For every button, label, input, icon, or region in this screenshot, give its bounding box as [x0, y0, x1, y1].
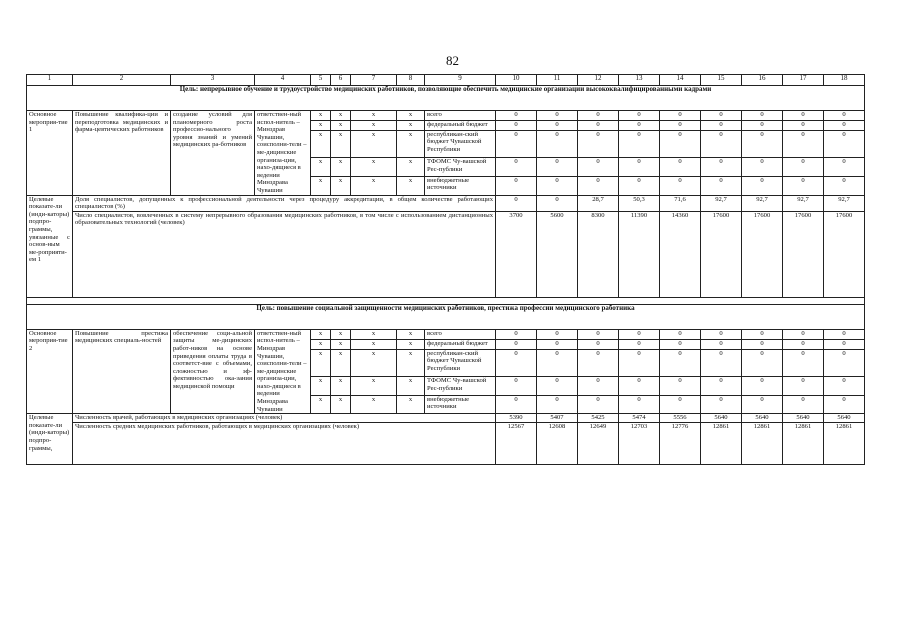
code-cell: x	[331, 176, 351, 195]
indicator-value: 12703	[619, 422, 660, 464]
funding-value: 0	[496, 158, 537, 177]
indicator-value: 5390	[496, 414, 537, 423]
column-number: 10	[496, 75, 537, 86]
code-cell: x	[331, 395, 351, 414]
funding-value: 0	[701, 339, 742, 349]
code-cell: x	[397, 176, 425, 195]
funding-value: 0	[619, 158, 660, 177]
column-number: 13	[619, 75, 660, 86]
indicator-value: 92,7	[742, 195, 783, 211]
funding-value: 0	[660, 339, 701, 349]
funding-source: внебюджетные источники	[425, 395, 496, 414]
funding-source: ТФОМС Чу-вашской Рес-публики	[425, 158, 496, 177]
funding-value: 0	[783, 339, 824, 349]
column-number: 7	[351, 75, 397, 86]
funding-value: 0	[783, 329, 824, 339]
funding-source: федеральный бюджет	[425, 120, 496, 130]
funding-value: 0	[701, 176, 742, 195]
indicator-text: Число специалистов, вовлеченных в систему непрерывного образования медицинских работников, в том числе с использованием дистанционных образовательных технологий (человек)	[73, 211, 496, 297]
indicator-value: 12649	[578, 422, 619, 464]
funding-value: 0	[783, 395, 824, 414]
funding-value: 0	[496, 130, 537, 157]
indicator-value: 12861	[701, 422, 742, 464]
funding-source: республикан-ский бюджет Чувашской Республики	[425, 349, 496, 376]
funding-value: 0	[701, 111, 742, 121]
indicators-label: Целевые показате-ли (инди-каторы) подпро-граммы,	[27, 414, 73, 465]
code-cell: x	[351, 329, 397, 339]
code-cell: x	[331, 339, 351, 349]
funding-source: федеральный бюджет	[425, 339, 496, 349]
funding-value: 0	[742, 111, 783, 121]
indicator-value: 50,3	[619, 195, 660, 211]
funding-value: 0	[701, 376, 742, 395]
code-cell: x	[351, 111, 397, 121]
funding-value: 0	[701, 395, 742, 414]
funding-value: 0	[783, 376, 824, 395]
goal-heading: Цель: повышение социальной защищенности медицинских работников, престижа профессии медицинского работника	[27, 304, 865, 329]
indicator-text: Численность средних медицинских работников, работающих в медицинских организациях (человек)	[73, 422, 496, 464]
code-cell: x	[311, 111, 331, 121]
responsible-executor: ответствен-ный испол-нитель – Минздрав Чувашии, соисполни-тели – ме-дицинские организа-ции, нахо-дящиеся в ведении Минздрава Чувашии	[255, 111, 311, 196]
code-cell: x	[351, 120, 397, 130]
event-purpose: создание условий для планомерного роста профессио-нального уровня знаний и умений медицинских ра-ботников	[171, 111, 255, 196]
indicator-text: Численность врачей, работающих в медицинских организациях (человек)	[73, 414, 496, 423]
funding-value: 0	[578, 176, 619, 195]
funding-value: 0	[660, 158, 701, 177]
funding-value: 0	[537, 339, 578, 349]
column-number: 6	[331, 75, 351, 86]
funding-value: 0	[619, 111, 660, 121]
indicator-value: 12861	[824, 422, 865, 464]
funding-source: всего	[425, 111, 496, 121]
code-cell: x	[351, 349, 397, 376]
goal-heading: Цель: непрерывное обучение и трудоустройство медицинских работников, позволяющие обеспечить медицинские организации высококвалифицированными кадрами	[27, 86, 865, 111]
funding-value: 0	[619, 176, 660, 195]
column-number: 8	[397, 75, 425, 86]
code-cell: x	[311, 176, 331, 195]
code-cell: x	[397, 329, 425, 339]
funding-value: 0	[742, 339, 783, 349]
funding-row	[27, 111, 865, 121]
funding-value: 0	[578, 376, 619, 395]
funding-value: 0	[496, 349, 537, 376]
funding-value: 0	[537, 329, 578, 339]
indicator-row	[27, 414, 865, 423]
code-cell: x	[311, 329, 331, 339]
code-cell: x	[311, 376, 331, 395]
column-number: 2	[73, 75, 171, 86]
event-label: Основное мероприя-тие 2	[27, 329, 73, 414]
code-cell: x	[397, 130, 425, 157]
indicator-value: 28,7	[578, 195, 619, 211]
indicator-value: 5640	[783, 414, 824, 423]
code-cell: x	[397, 120, 425, 130]
funding-value: 0	[742, 130, 783, 157]
code-cell: x	[351, 176, 397, 195]
indicator-value: 5474	[619, 414, 660, 423]
indicator-value: 12861	[783, 422, 824, 464]
column-number: 12	[578, 75, 619, 86]
funding-value: 0	[701, 329, 742, 339]
spacer	[27, 297, 865, 304]
funding-value: 0	[660, 120, 701, 130]
funding-source: республикан-ский бюджет Чувашской Республики	[425, 130, 496, 157]
code-cell: x	[397, 339, 425, 349]
indicator-value: 12608	[537, 422, 578, 464]
code-cell: x	[311, 395, 331, 414]
indicator-value: 14360	[660, 211, 701, 297]
funding-value: 0	[578, 130, 619, 157]
code-cell: x	[311, 130, 331, 157]
indicator-value: 11390	[619, 211, 660, 297]
column-number: 14	[660, 75, 701, 86]
column-number: 17	[783, 75, 824, 86]
event-label: Основное мероприя-тие 1	[27, 111, 73, 196]
funding-value: 0	[824, 111, 865, 121]
funding-value: 0	[578, 349, 619, 376]
funding-value: 0	[537, 111, 578, 121]
indicator-value: 5640	[701, 414, 742, 423]
code-cell: x	[331, 329, 351, 339]
indicator-value: 17600	[824, 211, 865, 297]
funding-value: 0	[578, 111, 619, 121]
funding-value: 0	[824, 329, 865, 339]
funding-source: всего	[425, 329, 496, 339]
funding-value: 0	[660, 349, 701, 376]
indicator-value: 17600	[742, 211, 783, 297]
indicator-value: 5425	[578, 414, 619, 423]
column-number: 15	[701, 75, 742, 86]
funding-value: 0	[660, 176, 701, 195]
funding-value: 0	[578, 120, 619, 130]
funding-value: 0	[783, 120, 824, 130]
goal-row	[27, 86, 865, 111]
funding-value: 0	[619, 120, 660, 130]
funding-value: 0	[537, 395, 578, 414]
indicator-value: 92,7	[701, 195, 742, 211]
funding-value: 0	[824, 395, 865, 414]
indicator-value: 5640	[824, 414, 865, 423]
indicator-value: 92,7	[824, 195, 865, 211]
funding-value: 0	[578, 339, 619, 349]
funding-value: 0	[783, 130, 824, 157]
funding-value: 0	[619, 395, 660, 414]
funding-value: 0	[578, 329, 619, 339]
column-number: 18	[824, 75, 865, 86]
funding-value: 0	[537, 120, 578, 130]
code-cell: x	[351, 130, 397, 157]
code-cell: x	[311, 120, 331, 130]
page-number: 82	[446, 53, 459, 68]
code-cell: x	[311, 339, 331, 349]
code-cell: x	[397, 111, 425, 121]
funding-value: 0	[701, 158, 742, 177]
indicator-value: 3700	[496, 211, 537, 297]
funding-value: 0	[537, 176, 578, 195]
funding-value: 0	[824, 158, 865, 177]
indicator-value: 12567	[496, 422, 537, 464]
funding-row	[27, 329, 865, 339]
funding-value: 0	[537, 376, 578, 395]
indicator-value: 8300	[578, 211, 619, 297]
funding-value: 0	[496, 176, 537, 195]
funding-value: 0	[619, 130, 660, 157]
indicators-label: Целевые показате-ли (инди-каторы) подпро-граммы, увязанные с основ-ным ме-роприяти-ем 1	[27, 195, 73, 297]
funding-value: 0	[496, 339, 537, 349]
funding-value: 0	[619, 339, 660, 349]
indicator-value: 12861	[742, 422, 783, 464]
funding-value: 0	[660, 329, 701, 339]
code-cell: x	[351, 339, 397, 349]
code-cell: x	[351, 158, 397, 177]
funding-value: 0	[619, 376, 660, 395]
indicator-value: 5600	[537, 211, 578, 297]
funding-value: 0	[824, 176, 865, 195]
indicator-value: 5640	[742, 414, 783, 423]
program-table	[26, 74, 865, 465]
code-cell: x	[331, 376, 351, 395]
indicator-value: 0	[496, 195, 537, 211]
funding-value: 0	[496, 111, 537, 121]
column-number: 3	[171, 75, 255, 86]
funding-value: 0	[742, 176, 783, 195]
code-cell: x	[311, 349, 331, 376]
funding-value: 0	[824, 339, 865, 349]
code-cell: x	[351, 376, 397, 395]
column-number-row	[27, 75, 865, 86]
funding-value: 0	[742, 120, 783, 130]
indicator-value: 5407	[537, 414, 578, 423]
indicator-value: 0	[537, 195, 578, 211]
funding-value: 0	[742, 329, 783, 339]
code-cell: x	[331, 158, 351, 177]
column-number: 4	[255, 75, 311, 86]
funding-value: 0	[660, 395, 701, 414]
code-cell: x	[397, 395, 425, 414]
funding-value: 0	[742, 349, 783, 376]
funding-value: 0	[742, 376, 783, 395]
indicator-row	[27, 211, 865, 297]
goal-row	[27, 304, 865, 329]
funding-value: 0	[701, 120, 742, 130]
funding-value: 0	[496, 329, 537, 339]
funding-value: 0	[660, 376, 701, 395]
funding-source: ТФОМС Чу-вашской Рес-публики	[425, 376, 496, 395]
event-purpose: обеспечение соци-альной защиты ме-дицинских работ-ников на основе приведения оплаты труда в соответст-вие с объемами, сложностью и эф-фективностью ока-зания медицинской помощи	[171, 329, 255, 414]
funding-value: 0	[701, 349, 742, 376]
column-number: 11	[537, 75, 578, 86]
code-cell: x	[397, 376, 425, 395]
funding-value: 0	[783, 111, 824, 121]
indicator-value: 17600	[783, 211, 824, 297]
column-number: 16	[742, 75, 783, 86]
code-cell: x	[331, 349, 351, 376]
funding-value: 0	[783, 176, 824, 195]
code-cell: x	[311, 158, 331, 177]
spacer-row	[27, 297, 865, 304]
indicator-text: Доля специалистов, допущенных к профессиональной деятельности через процедуру аккредитации, в общем количестве работающих специалистов (%)	[73, 195, 496, 211]
funding-value: 0	[619, 329, 660, 339]
funding-value: 0	[742, 158, 783, 177]
funding-value: 0	[660, 130, 701, 157]
indicator-value: 5556	[660, 414, 701, 423]
indicator-value: 71,6	[660, 195, 701, 211]
code-cell: x	[397, 158, 425, 177]
funding-value: 0	[537, 158, 578, 177]
column-number: 5	[311, 75, 331, 86]
code-cell: x	[331, 130, 351, 157]
funding-value: 0	[783, 349, 824, 376]
funding-value: 0	[824, 130, 865, 157]
funding-value: 0	[660, 111, 701, 121]
funding-value: 0	[701, 130, 742, 157]
funding-value: 0	[742, 395, 783, 414]
funding-value: 0	[537, 130, 578, 157]
code-cell: x	[331, 111, 351, 121]
funding-value: 0	[824, 376, 865, 395]
funding-value: 0	[824, 349, 865, 376]
code-cell: x	[351, 395, 397, 414]
funding-value: 0	[496, 120, 537, 130]
indicator-row	[27, 195, 865, 211]
indicator-value: 17600	[701, 211, 742, 297]
funding-value: 0	[578, 395, 619, 414]
funding-source: внебюджетные источники	[425, 176, 496, 195]
funding-value: 0	[578, 158, 619, 177]
event-name: Повышение квалифика-ции и переподготовка медицинских и фарма-цевтических работников	[73, 111, 171, 196]
funding-value: 0	[496, 395, 537, 414]
funding-value: 0	[496, 376, 537, 395]
funding-value: 0	[783, 158, 824, 177]
funding-value: 0	[619, 349, 660, 376]
indicator-row	[27, 422, 865, 464]
indicator-value: 12776	[660, 422, 701, 464]
column-number: 9	[425, 75, 496, 86]
funding-value: 0	[824, 120, 865, 130]
column-number: 1	[27, 75, 73, 86]
funding-value: 0	[537, 349, 578, 376]
event-name: Повышение престижа медицинских специаль-ностей	[73, 329, 171, 414]
responsible-executor: ответствен-ный испол-нитель – Минздрав Чувашии, соисполни-тели – ме-дицинские организа-ции, нахо-дящиеся в ведении Минздрава Чувашии	[255, 329, 311, 414]
code-cell: x	[397, 349, 425, 376]
code-cell: x	[331, 120, 351, 130]
indicator-value: 92,7	[783, 195, 824, 211]
